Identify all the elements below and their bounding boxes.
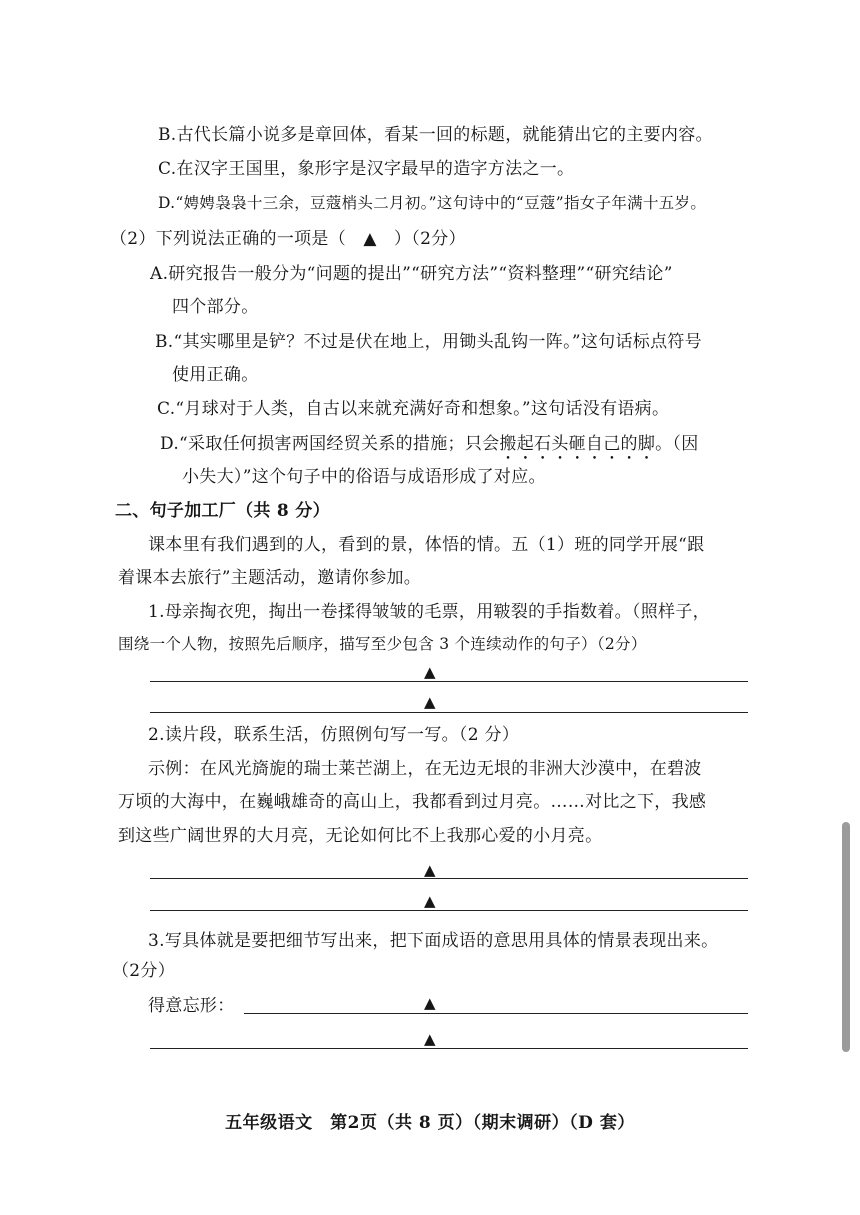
s2-q2-example-line1: 示例：在风光旖旎的瑞士莱芒湖上，在无边无垠的非洲大沙漠中，在碧波 [148,759,702,779]
s2-q2-example-line3: 到这些广阔世界的大月亮，无论如何比不上我那心爱的小月亮。 [118,826,603,846]
scrollbar-thumb[interactable] [842,822,850,1052]
q2-option-a-line1: A.研究报告一般分为“问题的提出”“研究方法”“资料整理”“研究结论” [150,264,673,284]
s2-q1-line1: 1.母亲掏衣兜，掏出一卷揉得皱皱的毛票，用皲裂的手指数着。（照样子， [148,602,710,622]
answer-marker: ▲ [424,1030,436,1048]
answer-marker: ▲ [424,994,436,1012]
s2-q2-title: 2.读片段，联系生活，仿照例句写一写。（2 分） [148,725,520,745]
idiom-label: 得意忘形： [148,996,235,1016]
answer-marker: ▲ [424,693,436,711]
q2-option-d-dotted-phrase: 搬起石头砸自己的脚 [499,434,656,454]
option-b: B.古代长篇小说多是章回体，看某一回的标题，就能猜出它的主要内容。 [158,125,713,145]
q2-option-b-line2: 使用正确。 [172,365,259,385]
s2-q3-line1: 3.写具体就是要把细节写出来，把下面成语的意思用具体的情景表现出来。 [148,931,719,951]
section-2-intro-line1: 课本里有我们遇到的人，看到的景，体悟的情。五（1）班的同学开展“跟 [148,535,705,555]
q2-option-c: C.“月球对于人类，自古以来就充满好奇和想象。”这句话没有语病。 [157,399,670,419]
answer-marker: ▲ [424,892,436,910]
answer-line[interactable] [150,681,748,682]
option-d: D.“娉娉袅袅十三余，豆蔻梢头二月初。”这句诗中的“豆蔻”指女子年满十五岁。 [158,194,707,212]
page-footer: 五年级语文 第2页（共 8 页）（期末调研）（D 套） [225,1113,635,1133]
answer-line[interactable] [244,1013,748,1014]
answer-line[interactable] [150,910,748,911]
answer-line[interactable] [150,878,748,879]
q2-option-a-line2: 四个部分。 [172,297,259,317]
q2-option-d-post: 。（因 [655,434,699,454]
answer-marker: ▲ [424,861,436,879]
q2-option-b-line1: B.“其实哪里是铲？不过是伏在地上，用锄头乱钩一阵。”这句话标点符号 [155,332,702,352]
s2-q1-line2: 围绕一个人物，按照先后顺序，描写至少包含 3 个连续动作的句子）（2分） [118,635,647,653]
q2-option-d-pre: D.“采取任何损害两国经贸关系的措施；只会 [160,434,500,454]
section-2-heading: 二、句子加工厂（共 8 分） [115,501,330,521]
section-2-intro-line2: 着课本去旅行”主题活动，邀请你参加。 [118,568,422,588]
s2-q2-example-line2: 万顷的大海中，在巍峨雄奇的高山上，我都看到过月亮。……对比之下，我感 [118,792,707,812]
answer-marker: ▲ [424,663,436,681]
s2-q3-line2: （2分） [112,961,176,981]
answer-line[interactable] [150,712,748,713]
answer-line[interactable] [150,1048,748,1049]
question-2-stem: （2）下列说法正确的一项是（ ▲ ）（2分） [110,229,466,249]
option-c: C.在汉字王国里，象形字是汉字最早的造字方法之一。 [158,159,575,179]
q2-option-d-line2: 小失大）”这个句子中的俗语与成语形成了对应。 [182,467,546,487]
q2-option-d-line1 [160,433,699,464]
